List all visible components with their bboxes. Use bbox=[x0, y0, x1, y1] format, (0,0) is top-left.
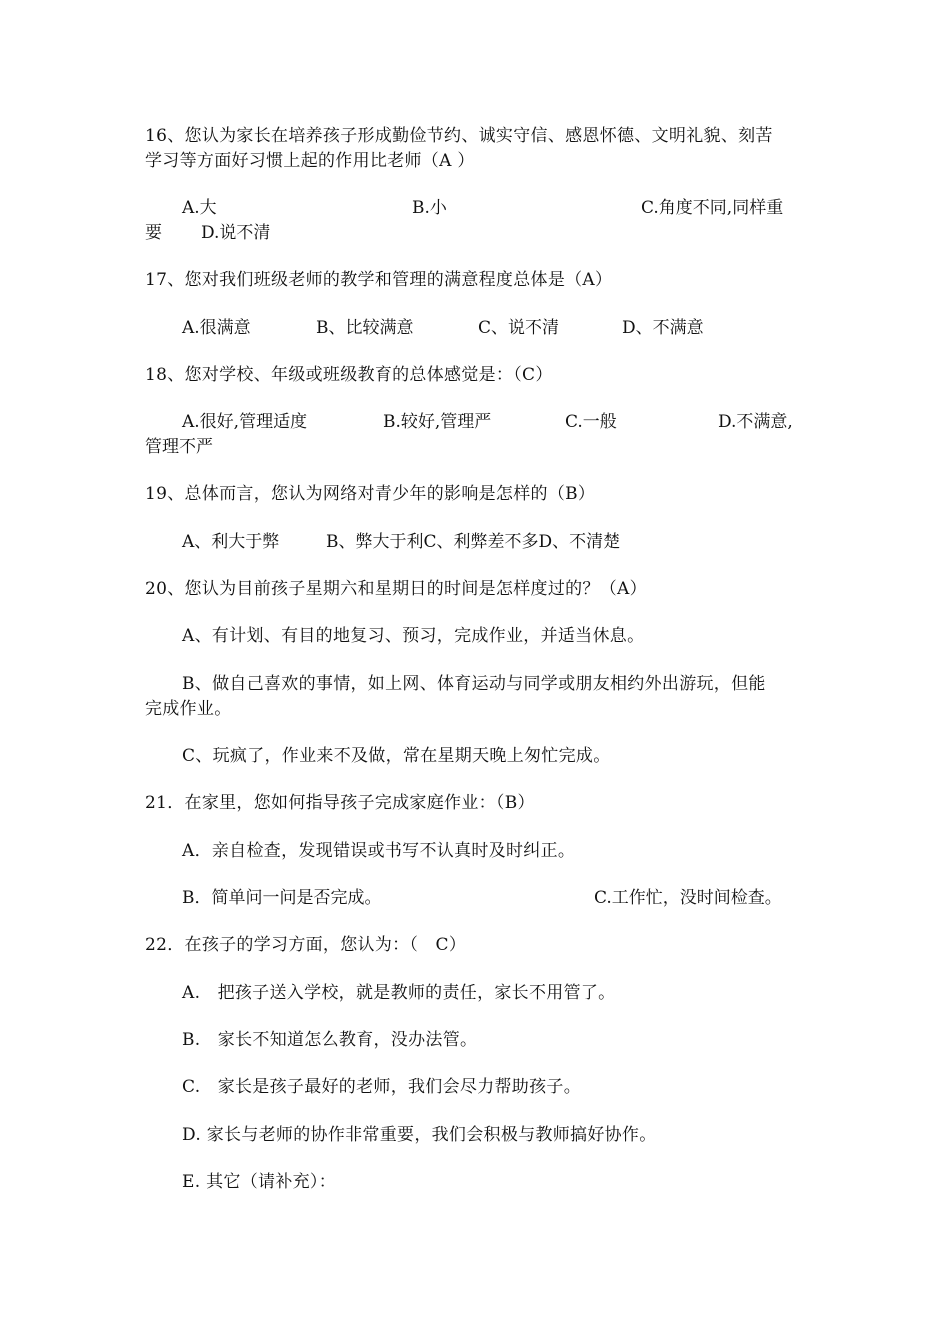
q20-option-a: A、有计划、有目的地复习、预习，完成作业，并适当休息。 bbox=[182, 626, 645, 646]
q21-option-a: A．亲自检查，发现错误或书写不认真时及时纠正。 bbox=[182, 841, 576, 861]
q19-options-bcd: B、弊大于利C、利弊差不多D、不清楚 bbox=[326, 532, 621, 552]
q21-text: 21．在家里，您如何指导孩子完成家庭作业：（B） bbox=[145, 793, 535, 813]
q16-option-d: D.说不清 bbox=[201, 223, 271, 243]
q21-option-c: C.工作忙，没时间检查。 bbox=[594, 888, 782, 908]
q22-text: 22．在孩子的学习方面，您认为：（ C） bbox=[145, 935, 467, 955]
q22-option-b: B. 家长不知道怎么教育，没办法管。 bbox=[182, 1030, 478, 1050]
q16-option-c-cont: 要 bbox=[145, 223, 162, 243]
q18-option-b: B.较好,管理严 bbox=[383, 412, 492, 432]
q19-option-a: A、利大于弊 bbox=[182, 532, 280, 552]
q18-text: 18、您对学校、年级或班级教育的总体感觉是：（C） bbox=[145, 365, 553, 385]
q20-option-c: C、玩疯了，作业来不及做，常在星期天晚上匆忙完成。 bbox=[182, 746, 611, 766]
q16-option-a: A.大 bbox=[182, 198, 217, 218]
q16-text-line2: 学习等方面好习惯上起的作用比老师（A ） bbox=[145, 151, 475, 171]
q18-option-a: A.很好,管理适度 bbox=[182, 412, 308, 432]
q20-option-b-line2: 完成作业。 bbox=[145, 699, 232, 719]
q19-text: 19、总体而言，您认为网络对青少年的影响是怎样的（B） bbox=[145, 484, 596, 504]
q17-option-d: D、不满意 bbox=[622, 318, 704, 338]
q18-option-c: C.一般 bbox=[565, 412, 617, 432]
q17-option-a: A.很满意 bbox=[182, 318, 251, 338]
q22-option-e: E. 其它（请补充）： bbox=[182, 1172, 337, 1192]
q18-option-d-cont: 管理不严 bbox=[145, 437, 213, 457]
q22-option-c: C. 家长是孩子最好的老师，我们会尽力帮助孩子。 bbox=[182, 1077, 582, 1097]
q16-text-line1: 16、您认为家长在培养孩子形成勤俭节约、诚实守信、感恩怀德、文明礼貌、刻苦 bbox=[145, 126, 773, 146]
q21-option-b: B．简单问一问是否完成。 bbox=[182, 888, 382, 908]
q18-option-d: D.不满意, bbox=[718, 412, 793, 432]
q17-option-c: C、说不清 bbox=[478, 318, 560, 338]
q20-option-b-line1: B、做自己喜欢的事情，如上网、体育运动与同学或朋友相约外出游玩，但能 bbox=[182, 674, 766, 694]
q17-text: 17、您对我们班级老师的教学和管理的满意程度总体是（A） bbox=[145, 270, 613, 290]
q22-option-a: A. 把孩子送入学校，就是教师的责任，家长不用管了。 bbox=[182, 983, 616, 1003]
q16-option-b: B.小 bbox=[412, 198, 447, 218]
q22-option-d: D. 家长与老师的协作非常重要，我们会积极与教师搞好协作。 bbox=[182, 1125, 657, 1145]
q16-option-c: C.角度不同,同样重 bbox=[641, 198, 784, 218]
q17-option-b: B、比较满意 bbox=[316, 318, 414, 338]
q20-text: 20、您认为目前孩子星期六和星期日的时间是怎样度过的？（A） bbox=[145, 579, 647, 599]
